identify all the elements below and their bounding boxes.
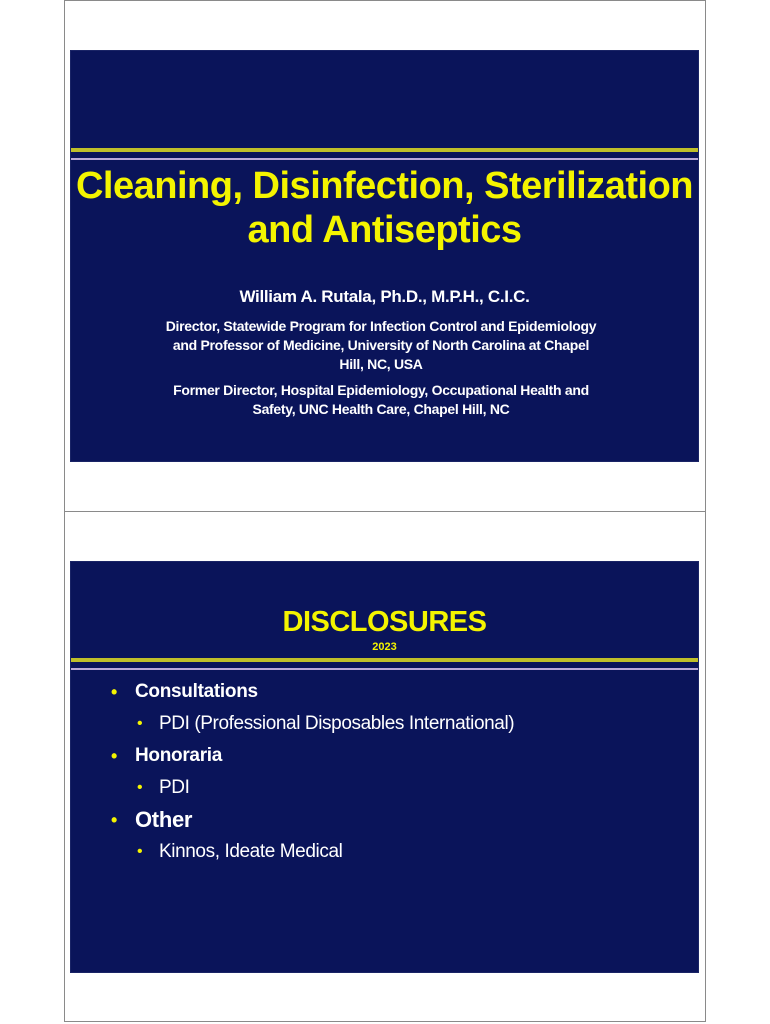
affiliation-former bbox=[131, 381, 631, 419]
affiliation-line: Former Director, Hospital Epidemiology, Occupational Health and bbox=[173, 382, 589, 398]
affiliation-line: Director, Statewide Program for Infection Control and Epidemiology bbox=[165, 318, 597, 334]
bullet-icon: • bbox=[137, 843, 143, 860]
disclosure-category: Other bbox=[135, 807, 193, 832]
list-item bbox=[111, 840, 678, 864]
bullet-icon: • bbox=[137, 779, 143, 796]
title-rule bbox=[71, 148, 698, 160]
list-item bbox=[111, 776, 678, 800]
bullet-icon: • bbox=[111, 682, 118, 702]
affiliation-line: and Professor of Medicine, University of North Carolina at Chapel bbox=[172, 337, 590, 353]
disclosure-list bbox=[111, 680, 678, 872]
slide-divider bbox=[64, 511, 706, 512]
presentation-title bbox=[71, 164, 698, 252]
disclosure-detail: PDI bbox=[159, 777, 190, 798]
list-item bbox=[111, 744, 678, 768]
bullet-icon: • bbox=[137, 715, 143, 732]
bullet-icon: • bbox=[111, 746, 118, 766]
disclosure-detail: PDI (Professional Disposables International) bbox=[159, 713, 515, 734]
affiliation-line: Hill, NC, USA bbox=[339, 356, 423, 372]
slide-disclosures bbox=[70, 561, 699, 973]
list-item bbox=[111, 680, 678, 704]
affiliation-line: Safety, UNC Health Care, Chapel Hill, NC bbox=[252, 401, 510, 417]
disclosure-detail: Kinnos, Ideate Medical bbox=[159, 841, 343, 862]
slide-title bbox=[70, 50, 699, 462]
title-line-1: Cleaning, Disinfection, Sterilization bbox=[75, 165, 694, 207]
author-name: William A. Rutala, Ph.D., M.P.H., C.I.C. bbox=[239, 287, 530, 306]
list-item bbox=[111, 808, 678, 832]
disclosure-category: Consultations bbox=[135, 681, 258, 702]
title-line-2: and Antiseptics bbox=[247, 209, 522, 251]
affiliation-current bbox=[131, 317, 631, 374]
disclosures-title: DISCLOSURES bbox=[282, 606, 487, 638]
bullet-icon: • bbox=[111, 810, 118, 830]
disclosures-rule bbox=[71, 658, 698, 670]
disclosure-category: Honoraria bbox=[135, 745, 223, 766]
disclosures-year: 2023 bbox=[372, 641, 397, 653]
list-item bbox=[111, 712, 678, 736]
